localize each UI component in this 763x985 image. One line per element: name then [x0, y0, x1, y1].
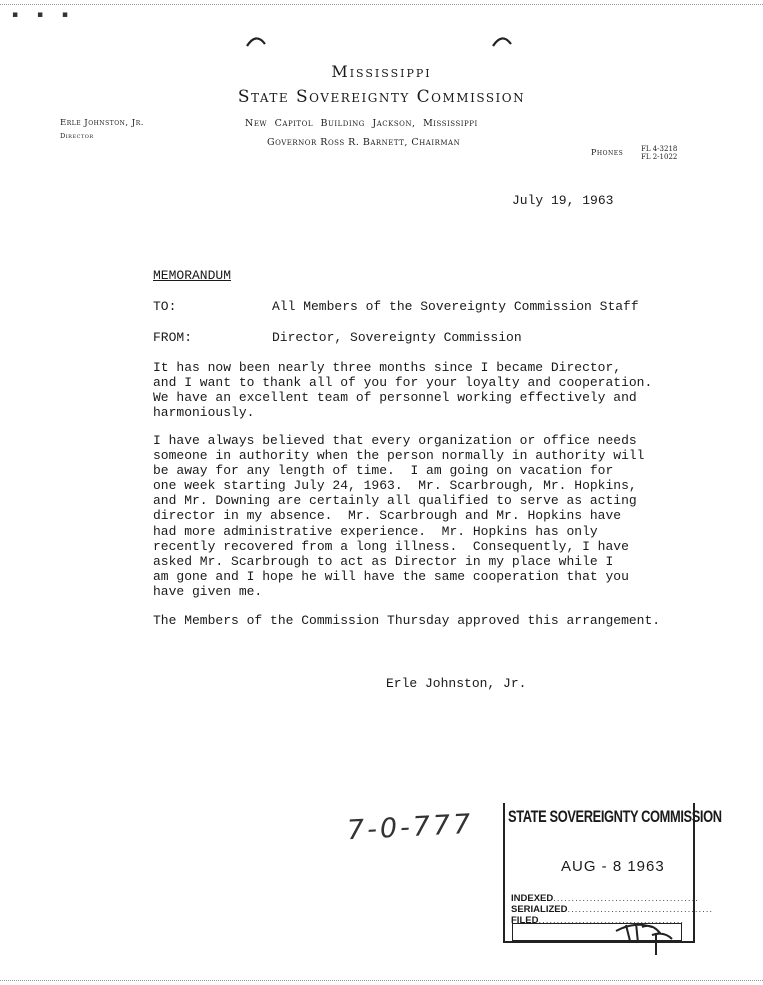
letterhead-address: New Capitol Building Jackson, Mississippi	[245, 118, 478, 129]
phone-number-2: FL 2-1022	[641, 153, 678, 161]
stamp-indexed-row	[511, 893, 699, 904]
stamp-dots: ........................................	[567, 904, 714, 915]
stamp-indexed-label: INDEXED	[511, 893, 554, 904]
handwritten-initials	[612, 913, 682, 957]
from-label: FROM:	[153, 330, 193, 345]
memo-paragraph-1: It has now been nearly three months since I became Director, and I want to thank all of you for your loyalty and cooperation. We have an excellent team of personnel working effectively and harmoniously.	[153, 360, 653, 421]
top-edge-dots	[0, 4, 763, 5]
phone-number-1: FL 4-3218	[641, 145, 678, 153]
stamp-filed-label: FILED	[511, 915, 539, 926]
letterhead-director-title: Director	[60, 132, 94, 140]
stamp-date: AUG - 8 1963	[561, 858, 665, 875]
to-label: TO:	[153, 299, 177, 314]
stamp-dots: ........................................	[538, 915, 685, 926]
letterhead-chairman: Governor Ross R. Barnett, Chairman	[267, 137, 461, 148]
stamp-serialized-label: SERIALIZED	[511, 904, 568, 915]
letterhead-state: Mississippi	[331, 62, 432, 81]
stamp-header: STATE SOVEREIGNTY COMMISSION	[508, 808, 722, 826]
phones-label: Phones	[591, 148, 624, 157]
stamp-dots: ........................................	[553, 893, 699, 904]
memo-heading: MEMORANDUM	[153, 268, 232, 283]
memo-date: July 19, 1963	[512, 193, 614, 208]
memo-paragraph-2: I have always believed that every organization or office needs someone in authority when the person normally in authority will be away for any length of time. I am going on vacation for one week starting July 24, 1963. Mr. Scarbrough, Mr. Hopkins, and Mr. Downing are certainly all qualified to serve as acting director in my absence. Mr. Scarbrough and Mr. Hopkins have had more administrative experience. Mr. Hopkins has only recently recovered from a long illness. Consequently, I have asked Mr. Scarbrough to act as Director in my place while I am gone and I hope he will have the same cooperation that you have given me.	[153, 433, 645, 599]
corner-marks: ▪ ▪ ▪	[12, 10, 77, 20]
memo-paragraph-3: The Members of the Commission Thursday approved this arrangement.	[153, 613, 661, 628]
letterhead-commission: State Sovereignty Commission	[237, 87, 526, 107]
signature: Erle Johnston, Jr.	[386, 676, 527, 691]
handwritten-file-number: 7-0-777	[346, 808, 475, 847]
punch-hole-mark-left	[245, 34, 267, 48]
from-sender: Director, Sovereignty Commission	[272, 330, 522, 345]
to-recipients: All Members of the Sovereignty Commission Staff	[272, 299, 639, 314]
punch-hole-mark-right	[491, 34, 513, 48]
bottom-edge-dots	[0, 980, 763, 981]
letterhead-director-name: Erle Johnston, Jr.	[60, 118, 144, 128]
